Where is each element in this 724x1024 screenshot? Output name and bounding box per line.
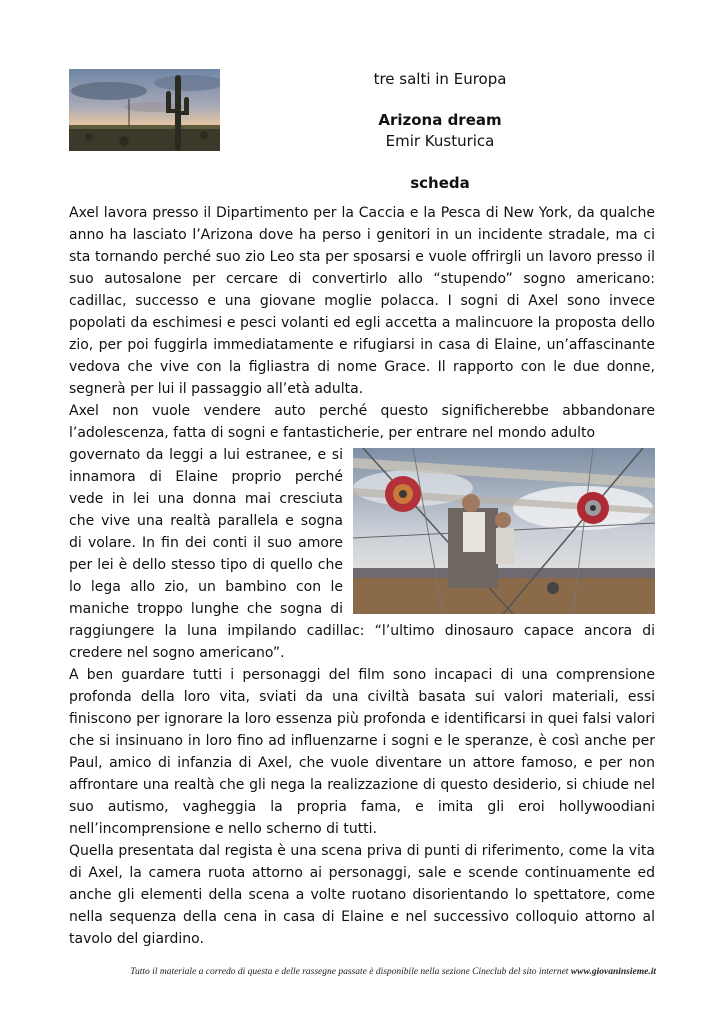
paragraph-2-continued: governato da leggi a lui estranee, e si innamora di Elaine proprio perché vede in lei una donna mai cresciuta che vive una realtà parallela e sogna di volare. In fin dei conti il suo amore per lei è dello stesso tipo di quello che lo lega allo zio, un bambino con le maniche troppo lunghe che sogna di raggiungere la luna impilando cadillac: “l’ultimo dinosauro capace ancora di credere nel sogno americano”. xyxy=(69,447,655,661)
flying-machine-photo xyxy=(353,448,655,614)
footer-site-link[interactable]: www.giovaninsieme.it xyxy=(570,967,656,977)
desert-saguaro-photo xyxy=(69,69,220,151)
paragraph-2-intro: Axel non vuole vendere auto perché questo significherebbe abbandonare l’adolescenza, fatta di sogni e fantasticherie, per entrare nel mondo adulto xyxy=(69,403,655,441)
film-title: Arizona dream xyxy=(378,111,502,129)
footer-text: Tutto il materiale a corredo di questa e delle rassegne passate è disponibile nella sezione Cineclub del sito internet xyxy=(130,967,571,977)
paragraph-1: Axel lavora presso il Dipartimento per la Caccia e la Pesca di New York, da qualche anno ha lasciato l’Arizona dove ha perso i genitori in un incidente stradale, ma ci sta tornando perché suo zio Leo sta per sposarsi e vuole offrirgli un lavoro presso il suo autosalone per cercare di convertirlo allo “stupendo” sogno americano: cadillac, successo e una giovane moglie polacca. I sogni di Axel sono invece popolati da eschimesi e pesci volanti ed egli accetta a malincuore la proposta dello zio, per poi fuggirla immediatamente e rifugiarsi in casa di Elaine, un’affascinante vedova che vive con la figliastra di nome Grace. Il rapporto con le due donne, segnerà per lui il passaggio all’età adulta. xyxy=(69,205,655,397)
paragraph-3: A ben guardare tutti i personaggi del film sono incapaci di una comprensione profonda della loro vita, sviati da una civiltà basata sui valori materiali, essi finiscono per ignorare la loro essenza più profonda e identificarsi in quei falsi valori che si insinuano in loro fino ad influenzarne i sogni e le speranze, è così anche per Paul, amico di infanzia di Axel, che vuole diventare un attore famoso, e per non affrontare una realtà che gli nega la realizzazione di questo desiderio, si chiude nel suo autismo, vagheggia la propria fama, e imita gli eroi hollywoodiani nell’incomprensione e nello scherno di tutti. xyxy=(69,667,655,837)
footer-note xyxy=(40,967,656,977)
director-name: Emir Kusturica xyxy=(385,132,495,150)
paragraph-4: Quella presentata dal regista è una scena priva di punti di riferimento, come la vita di Axel, la camera ruota attorno ai personaggi, sale e scende continuamente ed anche gli elementi della scena a volte ruotano disorientando lo spettatore, come nella sequenza della cena in casa di Elaine e nel successivo colloquio attorno al tavolo del giardino. xyxy=(69,843,655,947)
section-heading: scheda xyxy=(410,174,470,192)
series-title: tre salti in Europa xyxy=(373,70,507,88)
article-body xyxy=(69,202,655,950)
